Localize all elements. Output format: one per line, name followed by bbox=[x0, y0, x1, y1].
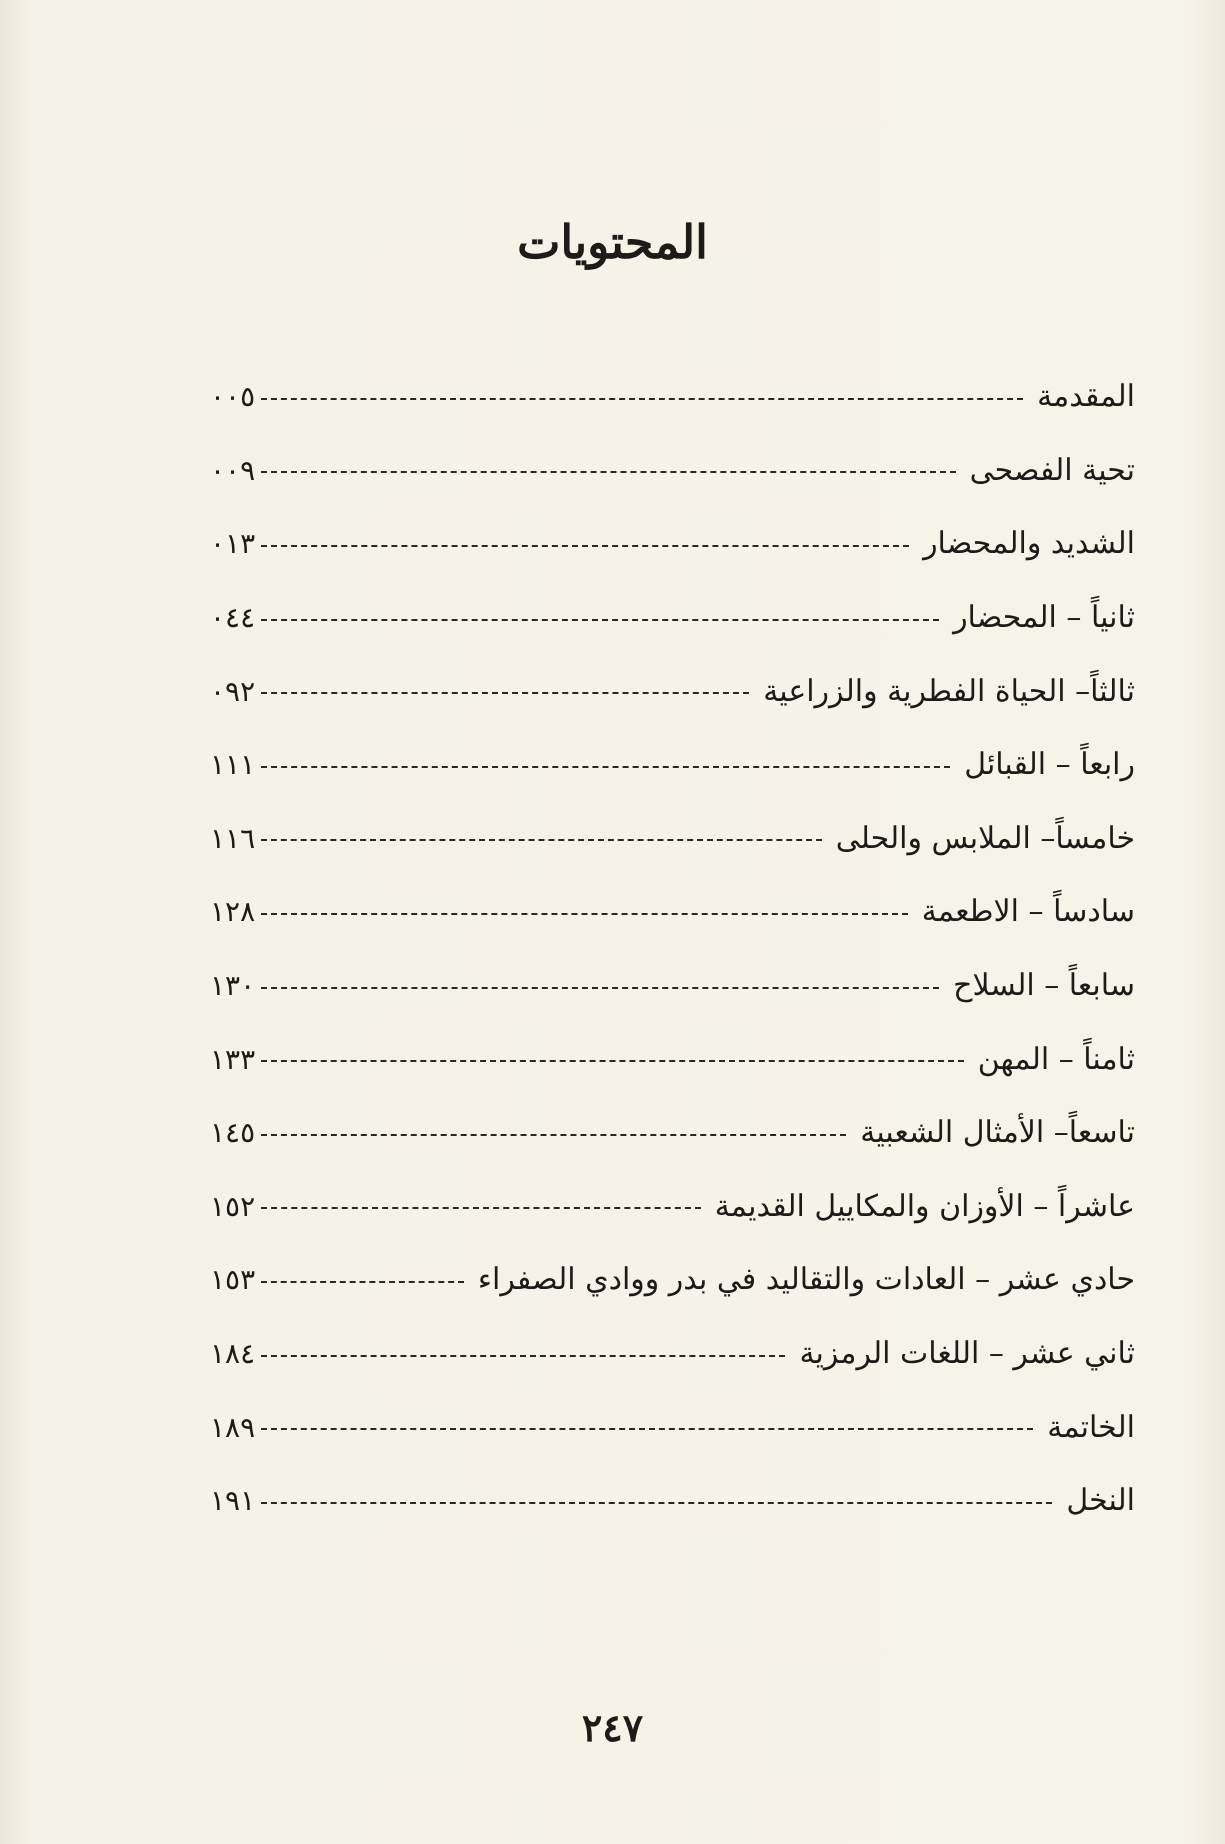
toc-entry-page: ١٢٨ bbox=[210, 895, 256, 929]
toc-leader-line bbox=[261, 619, 939, 621]
toc-entry-label: خامساً– الملابس والحلى bbox=[835, 820, 1135, 856]
toc-entry bbox=[210, 1022, 1135, 1096]
toc-entry-label: سابعاً – السلاح bbox=[953, 968, 1135, 1004]
toc-entry-page: ١٥٣ bbox=[210, 1263, 256, 1297]
toc-entry-label: ثالثاً– الحياة الفطرية والزراعية bbox=[763, 673, 1135, 709]
toc-leader-line bbox=[261, 1428, 1033, 1430]
toc-entry bbox=[210, 1317, 1135, 1391]
toc-leader-line bbox=[261, 545, 909, 547]
toc-entry-label: تحية الفصحى bbox=[969, 452, 1135, 488]
page-title: المحتويات bbox=[517, 215, 708, 269]
toc-entry bbox=[210, 802, 1135, 876]
toc-entry-label: الشديد والمحضار bbox=[923, 526, 1135, 562]
toc-leader-line bbox=[261, 766, 950, 768]
toc-entry bbox=[210, 581, 1135, 655]
toc-entry bbox=[210, 1243, 1135, 1317]
toc-entry-page: ٠٠٥ bbox=[210, 380, 256, 414]
toc-entry-label: رابعاً – القبائل bbox=[964, 747, 1135, 783]
toc-entry-label: ثامناً – المهن bbox=[977, 1041, 1135, 1077]
toc-entry-label: المقدمة bbox=[1037, 379, 1135, 415]
toc-entry-page: ٠٤٤ bbox=[210, 601, 256, 635]
toc-entry-page: ١٩١ bbox=[210, 1484, 256, 1518]
toc-leader-line bbox=[261, 987, 939, 989]
toc-entry bbox=[210, 360, 1135, 434]
toc-leader-line bbox=[261, 1355, 785, 1357]
toc-entry-page: ٠٠٩ bbox=[210, 453, 256, 487]
toc-entry-label: عاشراً – الأوزان والمكاييل القديمة bbox=[714, 1188, 1135, 1224]
toc-entry bbox=[210, 728, 1135, 802]
toc-entry-label: ثاني عشر – اللغات الرمزية bbox=[799, 1336, 1135, 1372]
toc-entry-label: النخل bbox=[1066, 1483, 1135, 1519]
toc-entry bbox=[210, 875, 1135, 949]
toc-leader-line bbox=[261, 1207, 701, 1209]
toc-entry-page: ١١٦ bbox=[210, 821, 256, 855]
toc-entry-page: ٠١٣ bbox=[210, 527, 256, 561]
toc-entry-label: حادي عشر – العادات والتقاليد في بدر ووادي الصفراء bbox=[477, 1262, 1135, 1298]
toc-entry bbox=[210, 507, 1135, 581]
toc-entry-label: الخاتمة bbox=[1047, 1409, 1135, 1445]
toc-entry bbox=[210, 949, 1135, 1023]
toc-entry bbox=[210, 1096, 1135, 1170]
toc-entry-label: ثانياً – المحضار bbox=[953, 600, 1135, 636]
toc-entry bbox=[210, 1464, 1135, 1538]
toc-entry bbox=[210, 1170, 1135, 1244]
toc-entry bbox=[210, 434, 1135, 508]
toc-entry-page: ١٨٩ bbox=[210, 1410, 256, 1444]
toc-leader-line bbox=[261, 398, 1023, 400]
toc-entry-label: تاسعاً– الأمثال الشعبية bbox=[860, 1115, 1135, 1151]
page-number: ٢٤٧ bbox=[581, 1705, 644, 1750]
toc-leader-line bbox=[261, 1134, 846, 1136]
toc-entry-page: ١٨٤ bbox=[210, 1337, 256, 1371]
toc-entry bbox=[210, 1390, 1135, 1464]
toc-entry-page: ١٣٠ bbox=[210, 969, 256, 1003]
toc-leader-line bbox=[261, 1060, 964, 1062]
toc-entry-page: ٠٩٢ bbox=[210, 674, 256, 708]
toc-leader-line bbox=[261, 692, 749, 694]
toc-leader-line bbox=[261, 471, 955, 473]
toc-entry-page: ١٥٢ bbox=[210, 1189, 256, 1223]
table-of-contents bbox=[210, 360, 1135, 1538]
toc-entry-page: ١٣٣ bbox=[210, 1042, 256, 1076]
toc-leader-line bbox=[261, 913, 908, 915]
toc-leader-line bbox=[261, 1281, 464, 1283]
toc-entry-page: ١٤٥ bbox=[210, 1116, 256, 1150]
toc-entry-page: ١١١ bbox=[210, 748, 256, 782]
toc-entry-label: سادساً – الاطعمة bbox=[921, 894, 1135, 930]
toc-leader-line bbox=[261, 839, 822, 841]
toc-entry bbox=[210, 654, 1135, 728]
toc-leader-line bbox=[261, 1502, 1052, 1504]
